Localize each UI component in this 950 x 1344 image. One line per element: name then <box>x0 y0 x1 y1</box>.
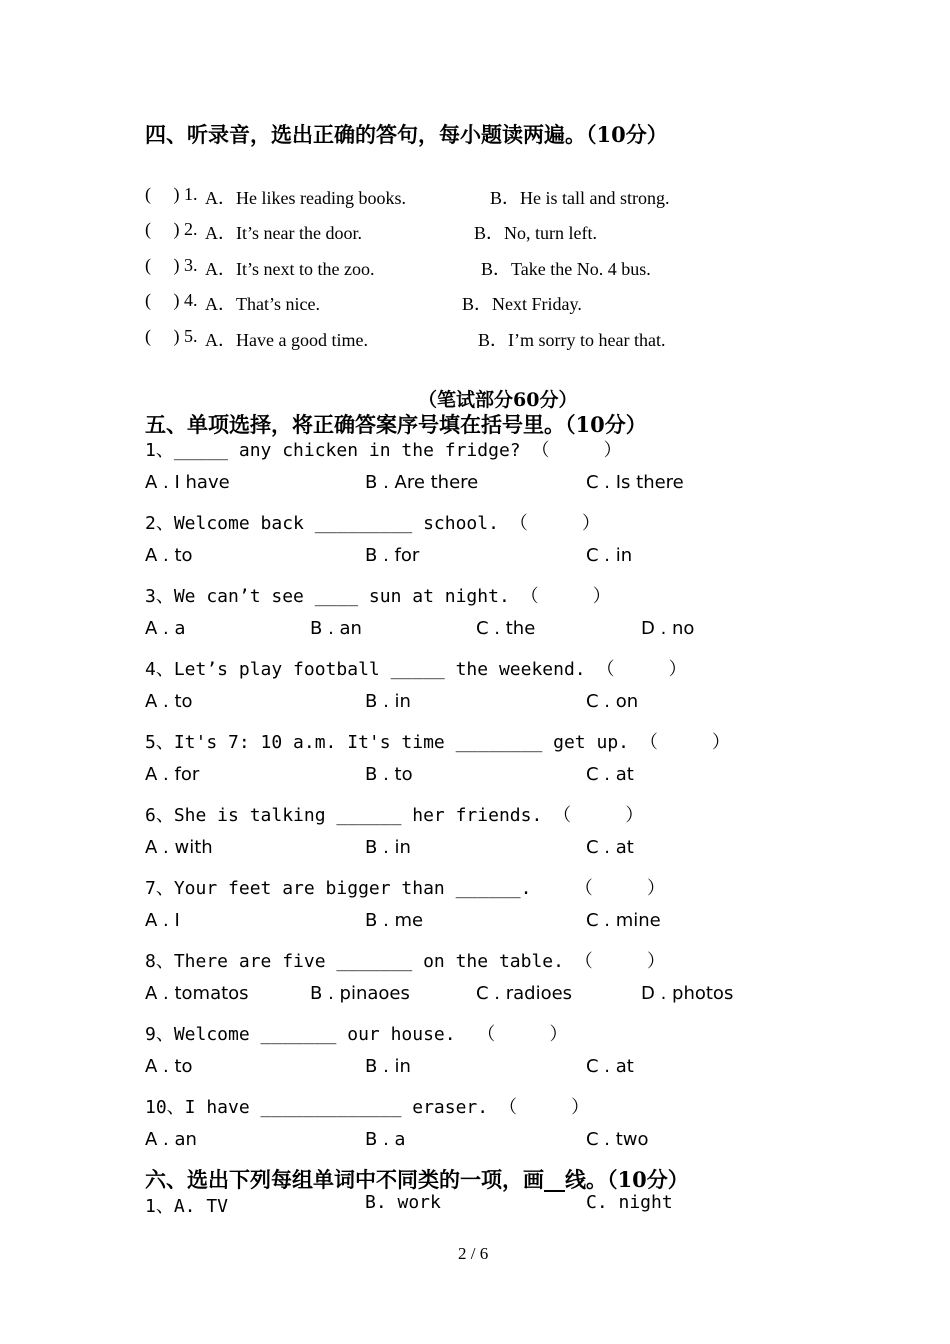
question-3: 3、We can’t see ____ sun at night. （ ） <box>145 586 611 607</box>
word-group-1-option-b: B. work <box>365 1192 441 1213</box>
question-3-option-c: C . the <box>476 618 536 639</box>
question-7-option-c: C . mine <box>586 910 661 931</box>
page-number: 2 / 6 <box>458 1244 489 1263</box>
listening-item-4-prefix: ( ) 4. <box>145 290 198 310</box>
question-6-option-a: A . with <box>145 837 213 858</box>
listening-item-5-option-a: A．Have a good time. <box>205 330 368 350</box>
listening-item-3-option-a: A．It’s next to the zoo. <box>205 259 375 279</box>
question-2: 2、Welcome back _________ school. （ ） <box>145 513 600 534</box>
question-7-option-b: B . me <box>365 910 424 931</box>
question-9-option-c: C . at <box>586 1056 634 1077</box>
question-7: 7、Your feet are bigger than ______. （ ） <box>145 878 665 899</box>
listening-item-3-prefix: ( ) 3. <box>145 255 198 275</box>
question-2-option-c: C . in <box>586 545 633 566</box>
question-5-option-a: A . for <box>145 764 200 785</box>
listening-item-2-prefix: ( ) 2. <box>145 219 198 239</box>
question-1-option-a: A . I have <box>145 472 230 493</box>
section-4-title: 四、听录音，选出正确的答句，每小题读两遍。（10分） <box>145 122 668 147</box>
question-8-option-a: A . tomatos <box>145 983 249 1004</box>
word-group-1-option-a: 1、A. TV <box>145 1196 229 1217</box>
question-5-option-c: C . at <box>586 764 634 785</box>
question-3-option-a: A . a <box>145 618 186 639</box>
question-3-option-b: B . an <box>310 618 362 639</box>
question-10-option-b: B . a <box>365 1129 406 1150</box>
question-1-option-c: C . Is there <box>586 472 684 493</box>
word-group-1-option-c: C. night <box>586 1192 673 1213</box>
question-6-option-b: B . in <box>365 837 411 858</box>
question-1-option-b: B . Are there <box>365 472 479 493</box>
question-5: 5、It's 7: 10 a.m. It's time ________ get up. （ ） <box>145 732 731 753</box>
question-4: 4、Let’s play football _____ the weekend. （ ） <box>145 659 687 680</box>
question-4-option-c: C . on <box>586 691 639 712</box>
question-7-option-a: A . I <box>145 910 180 931</box>
listening-item-3-option-b: B．Take the No. 4 bus. <box>481 259 651 279</box>
question-10-option-a: A . an <box>145 1129 197 1150</box>
section-5-title: 五、单项选择，将正确答案序号填在括号里。（10分） <box>145 412 647 437</box>
question-9-option-a: A . to <box>145 1056 193 1077</box>
listening-item-4-option-a: A．That’s nice. <box>205 294 320 314</box>
question-8-option-b: B . pinaoes <box>310 983 410 1004</box>
question-3-option-d: D . no <box>641 618 695 639</box>
question-9-option-b: B . in <box>365 1056 411 1077</box>
question-6-option-c: C . at <box>586 837 634 858</box>
question-8-option-d: D . photos <box>641 983 734 1004</box>
listening-item-2-option-b: B．No, turn left. <box>474 223 597 243</box>
question-10: 10、I have _____________ eraser. （ ） <box>145 1097 590 1118</box>
question-6: 6、She is talking ______ her friends. （ ） <box>145 805 644 826</box>
question-4-option-b: B . in <box>365 691 411 712</box>
section-6-title: 六、选出下列每组单词中不同类的一项，画__线。（10分） <box>145 1167 689 1192</box>
listening-item-2-option-a: A．It’s near the door. <box>205 223 362 243</box>
question-4-option-a: A . to <box>145 691 193 712</box>
listening-item-5-prefix: ( ) 5. <box>145 326 198 346</box>
question-9: 9、Welcome _______ our house. （ ） <box>145 1024 568 1045</box>
question-5-option-b: B . to <box>365 764 413 785</box>
question-8-option-c: C . radioes <box>476 983 573 1004</box>
question-2-option-b: B . for <box>365 545 420 566</box>
listening-item-1-option-a: A．He likes reading books. <box>205 188 406 208</box>
question-1: 1、_____ any chicken in the fridge? （ ） <box>145 440 622 461</box>
listening-item-5-option-b: B．I’m sorry to hear that. <box>478 330 666 350</box>
question-10-option-c: C . two <box>586 1129 649 1150</box>
listening-item-1-option-b: B．He is tall and strong. <box>490 188 670 208</box>
listening-item-4-option-b: B．Next Friday. <box>462 294 582 314</box>
question-8: 8、There are five _______ on the table. （ ） <box>145 951 665 972</box>
question-2-option-a: A . to <box>145 545 193 566</box>
listening-item-1-prefix: ( ) 1. <box>145 184 198 204</box>
written-part-heading: （笔试部分60分） <box>418 389 578 411</box>
